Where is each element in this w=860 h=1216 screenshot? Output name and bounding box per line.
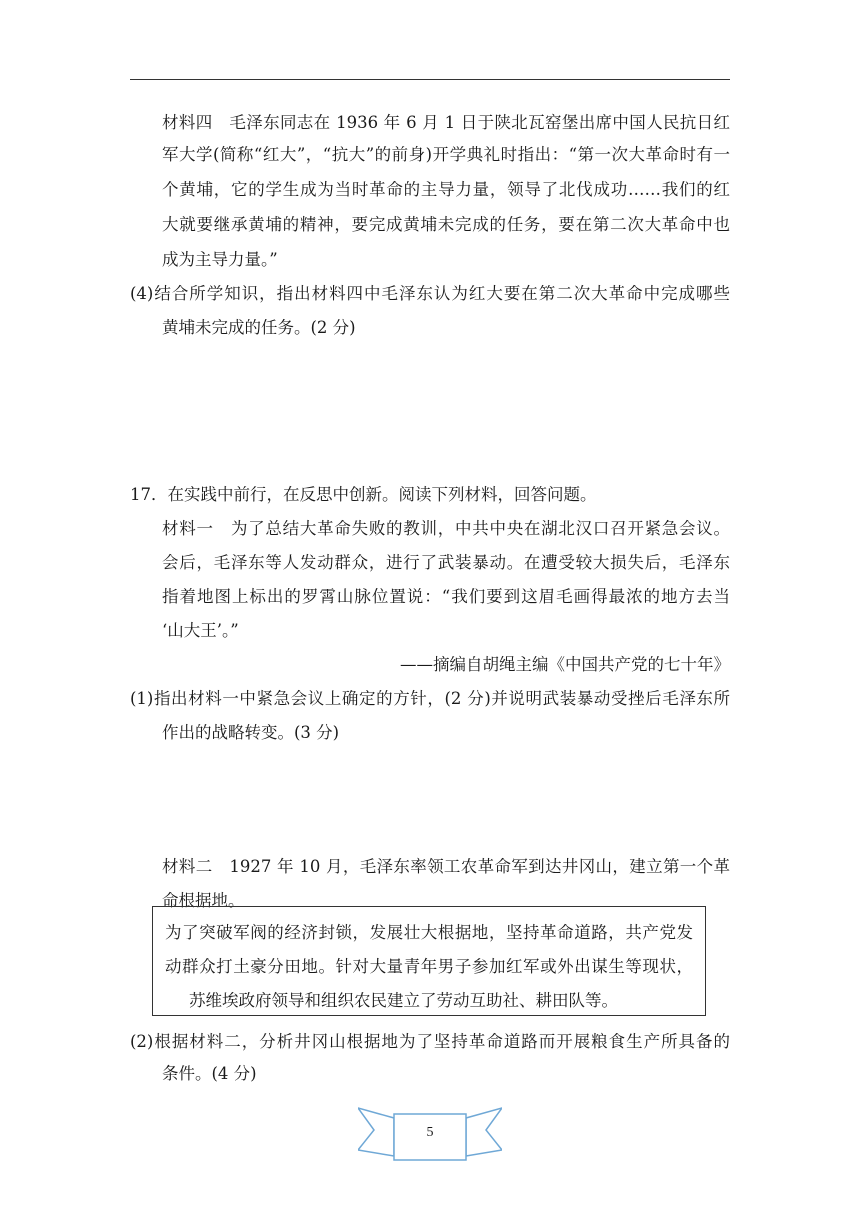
question-17-1-line-2: 作出的战略转变。(3 分) (162, 723, 340, 742)
question-17-1-line-1: (1)指出材料一中紧急会议上确定的方针，(2 分)并说明武装暴动受挫后毛泽东所 (130, 689, 730, 708)
material-4-line-2: 军大学(简称“红大”，“抗大”的前身)开学典礼时指出：“第一次大革命时有一 (162, 145, 730, 164)
question-17-stem: 17．在实践中前行，在反思中创新。阅读下列材料，回答问题。 (130, 485, 597, 504)
material-1-source: ——摘编自胡绳主编《中国共产党的七十年》 (400, 655, 730, 674)
ribbon-left-tail (358, 1108, 394, 1156)
material-1-line-3: 指着地图上标出的罗霄山脉位置说：“我们要到这眉毛画得最浓的地方去当 (162, 587, 730, 606)
material-2-box-line-1: 为了突破军阀的经济封锁，发展壮大根据地，坚持革命道路，共产党发 (165, 923, 693, 942)
material-2-line-1: 材料二 1927 年 10 月，毛泽东率领工农革命军到达井冈山，建立第一个革 (162, 857, 730, 876)
ribbon-right-tail (466, 1108, 502, 1156)
material-4-line-4: 大就要继承黄埔的精神，要完成黄埔未完成的任务，要在第二次大革命中也 (162, 215, 730, 234)
material-2-box-line-2: 动群众打土豪分田地。针对大量青年男子参加红军或外出谋生等现状， (165, 957, 693, 976)
question-17-2-line-2: 条件。(4 分) (162, 1064, 257, 1083)
page-number: 5 (426, 1125, 434, 1140)
material-4-line-1: 材料四 毛泽东同志在 1936 年 6 月 1 日于陕北瓦窑堡出席中国人民抗日红 (162, 113, 730, 132)
material-4-line-3: 个黄埔，它的学生成为当时革命的主导力量，领导了北伐成功……我们的红 (162, 180, 730, 199)
header-rule (130, 79, 730, 80)
question-4-line-1: (4)结合所学知识，指出材料四中毛泽东认为红大要在第二次大革命中完成哪些 (130, 284, 730, 303)
material-1-line-1: 材料一 为了总结大革命失败的教训，中共中央在湖北汉口召开紧急会议。 (162, 519, 730, 538)
material-1-line-4: ‘山大王’。” (162, 621, 239, 640)
question-17-2-line-1: (2)根据材料二，分析井冈山根据地为了坚持革命道路而开展粮食生产所具备的 (130, 1032, 730, 1051)
material-2-box (152, 906, 706, 1016)
question-4-line-2: 黄埔未完成的任务。(2 分) (162, 318, 356, 337)
material-1-line-2: 会后，毛泽东等人发动群众，进行了武装暴动。在遭受较大损失后，毛泽东 (162, 553, 730, 572)
material-4-line-5: 成为主导力量。” (162, 250, 278, 269)
material-2-line-2: 命根据地。 (162, 891, 245, 910)
material-2-box-line-3: 苏维埃政府领导和组织农民建立了劳动互助社、耕田队等。 (189, 991, 618, 1010)
